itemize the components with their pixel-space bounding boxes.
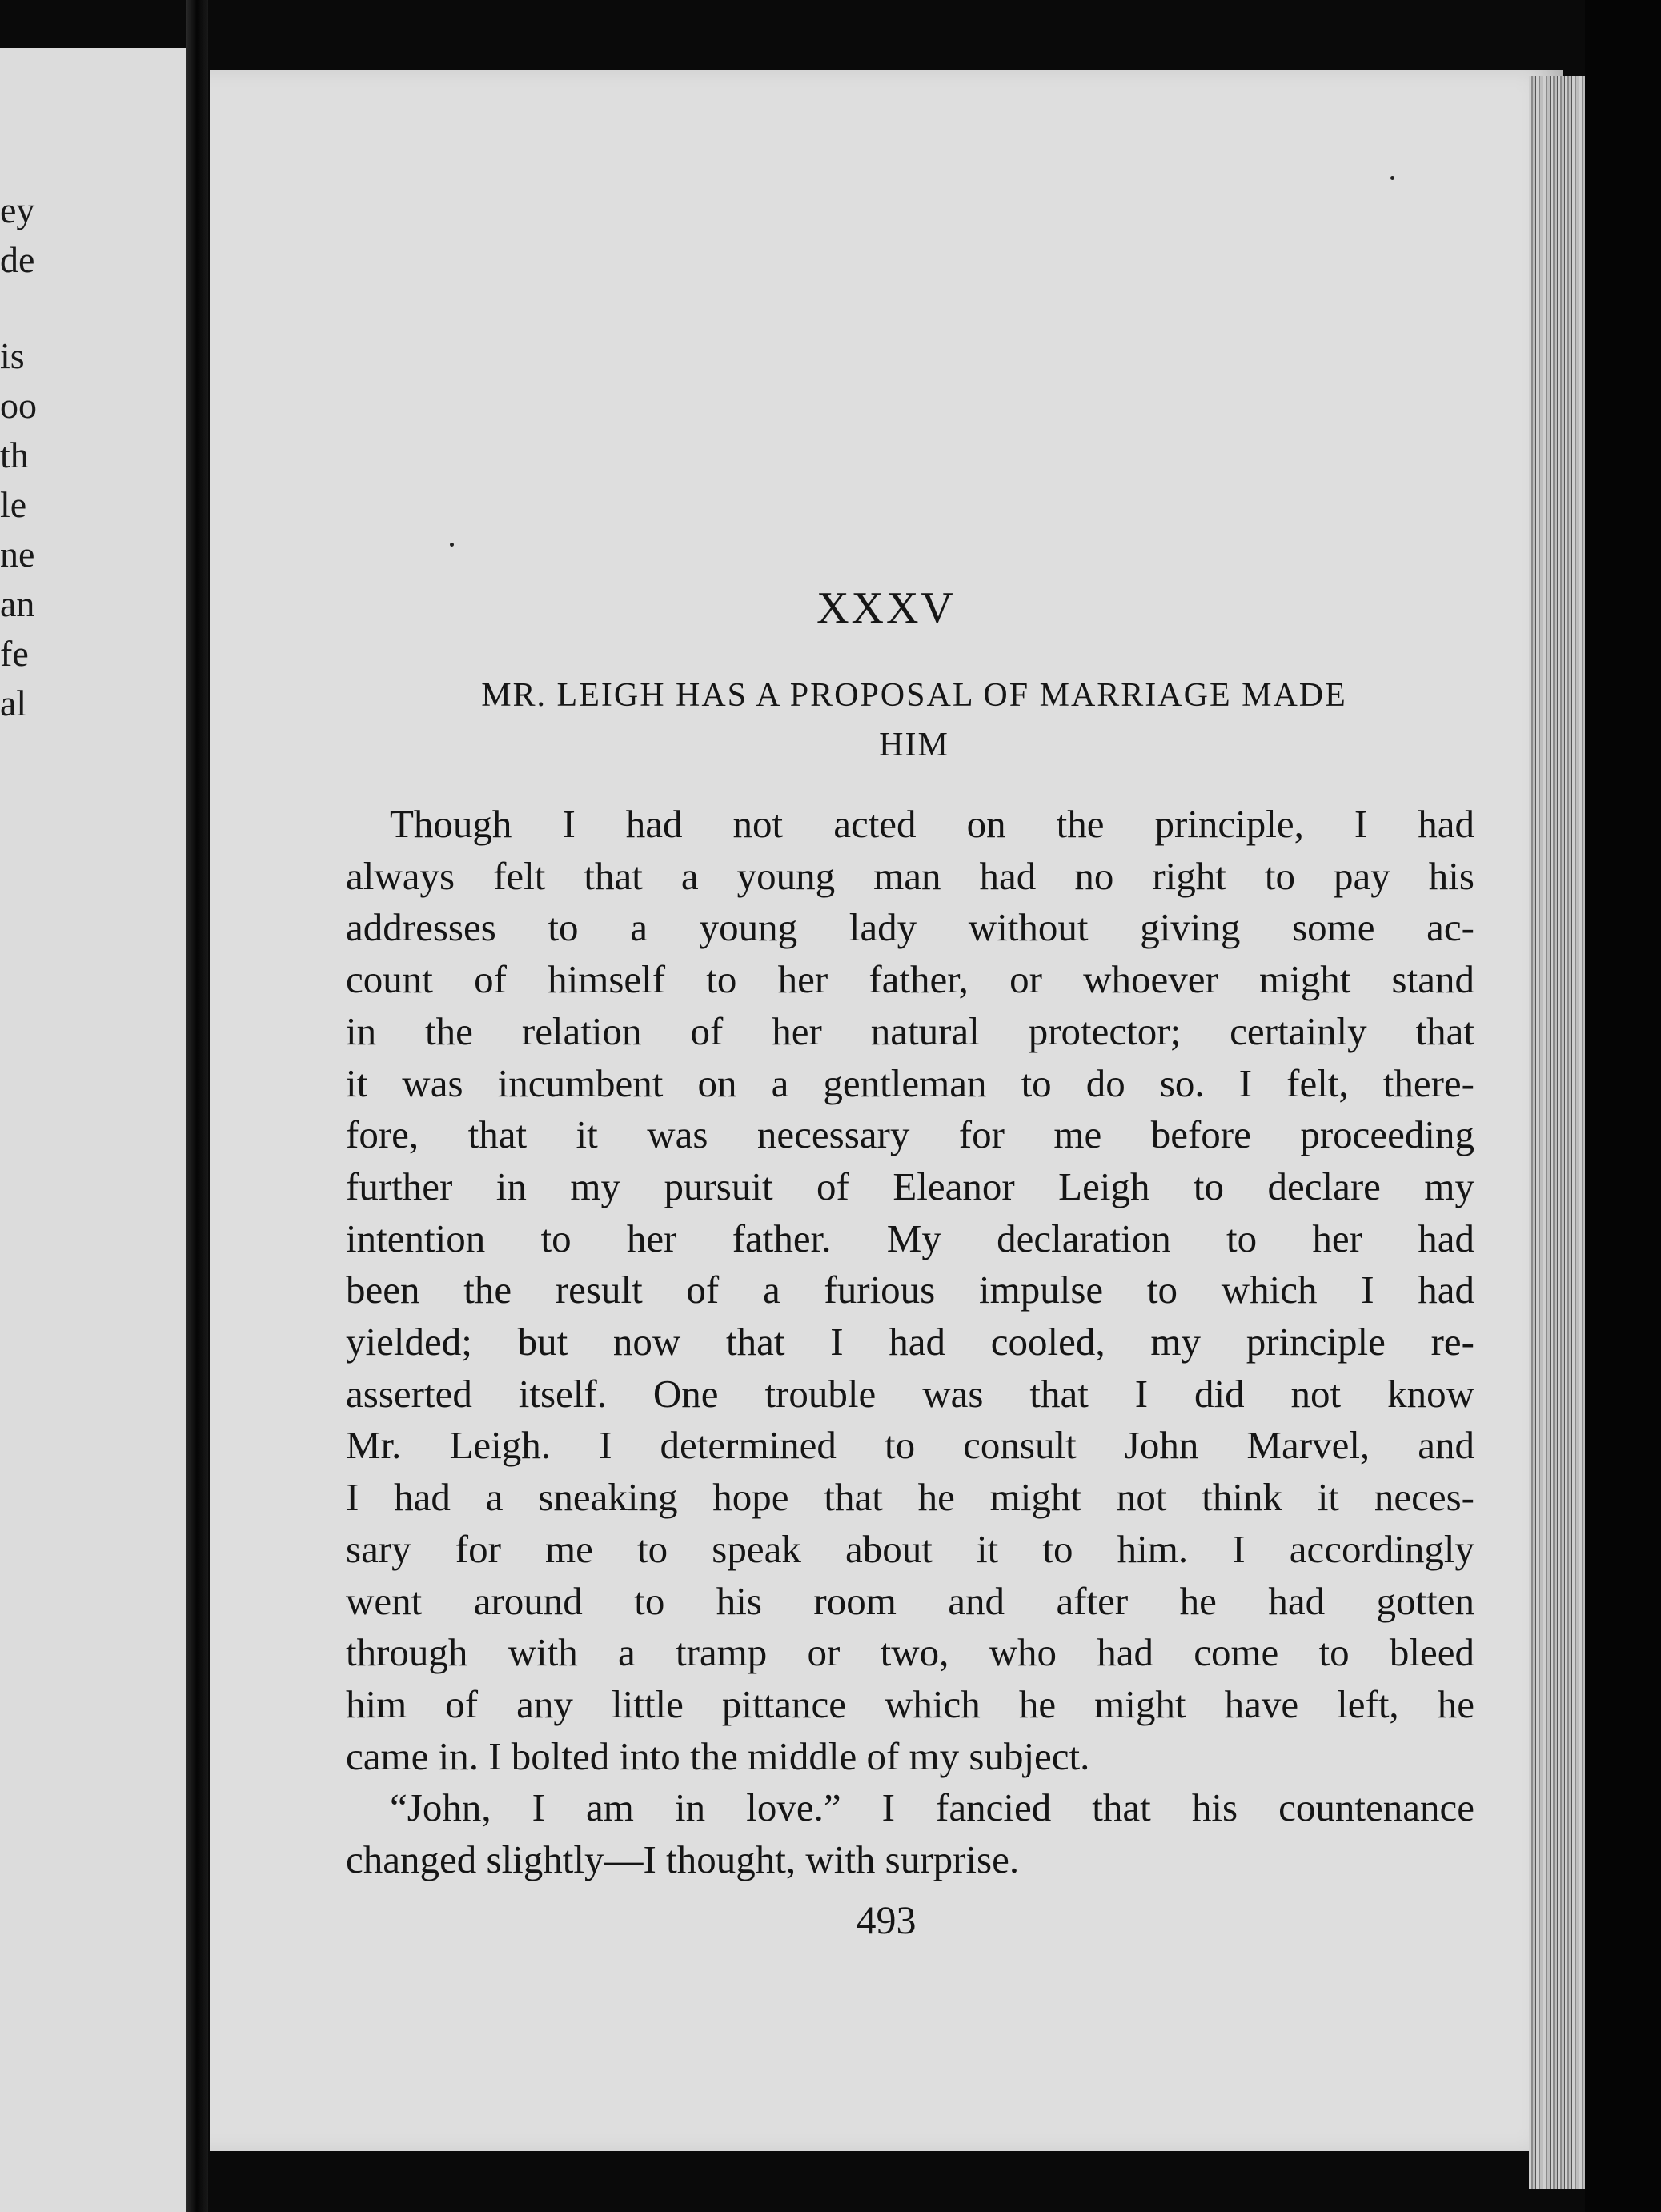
text-line: changed slightly—I thought, with surprise. [346,1837,1020,1882]
text-line: asserted itself. One trouble was that I did not know [346,1371,1474,1416]
print-speck [450,543,454,547]
chapter-title-line: HIM [879,727,949,763]
left-page-fragment: le [0,484,27,525]
text-line: been the result of a furious impulse to which I had [346,1268,1474,1312]
scan-background [1585,0,1661,2212]
left-page-fragment: de [0,239,35,280]
text-line: always felt that a young man had no right to pay his [346,853,1474,898]
left-page-fragment: an [0,583,35,624]
book-gutter [186,0,208,2212]
text-line: further in my pursuit of Eleanor Leigh to declare my [346,1164,1474,1208]
chapter-title [354,671,1474,770]
text-line: intention to her father. My declaration to her had [346,1216,1474,1260]
chapter-number: XXXV [816,583,956,633]
text-line: through with a tramp or two, who had come to bleed [346,1630,1474,1675]
print-speck [1390,176,1394,180]
text-line: yielded; but now that I had cooled, my principle re- [346,1320,1474,1364]
page-edges [1529,76,1585,2189]
left-page-fragment: is [0,335,25,376]
text-line: in the relation of her natural protector; certainly that [346,1008,1474,1053]
page-number: 493 [856,1897,917,1942]
left-page-fragment: ne [0,534,35,575]
left-page-fragment: fe [0,633,29,674]
text-line: I had a sneaking hope that he might not think it neces- [346,1475,1474,1520]
text-line: went around to his room and after he had gotten [346,1578,1474,1623]
left-page-fragment: th [0,435,29,475]
text-line: “John, I am in love.” I fancied that his countenance [390,1785,1474,1830]
text-line: count of himself to her father, or whoever might stand [346,957,1474,1002]
body-text [346,799,1474,1886]
text-line: him of any little pittance which he might have left, he [346,1681,1474,1726]
text-line: sary for me to speak about it to him. I accordingly [346,1526,1474,1571]
text-line: it was incumbent on a gentleman to do so. I felt, there- [346,1060,1474,1105]
text-line: came in. I bolted into the middle of my subject. [346,1733,1090,1778]
text-line: Mr. Leigh. I determined to consult John Marvel, and [346,1423,1474,1468]
text-line: addresses to a young lady without giving some ac- [346,905,1474,950]
text-line: Though I had not acted on the principle, I had [390,802,1474,846]
text-line: fore, that it was necessary for me before proceeding [346,1112,1474,1157]
left-page-fragment: ey [0,190,35,230]
left-facing-page [0,48,186,2212]
chapter-title-line: MR. LEIGH HAS A PROPOSAL OF MARRIAGE MADE [481,677,1347,714]
left-page-fragment: oo [0,385,37,426]
left-page-fragment: al [0,683,27,723]
right-page [210,70,1563,2151]
